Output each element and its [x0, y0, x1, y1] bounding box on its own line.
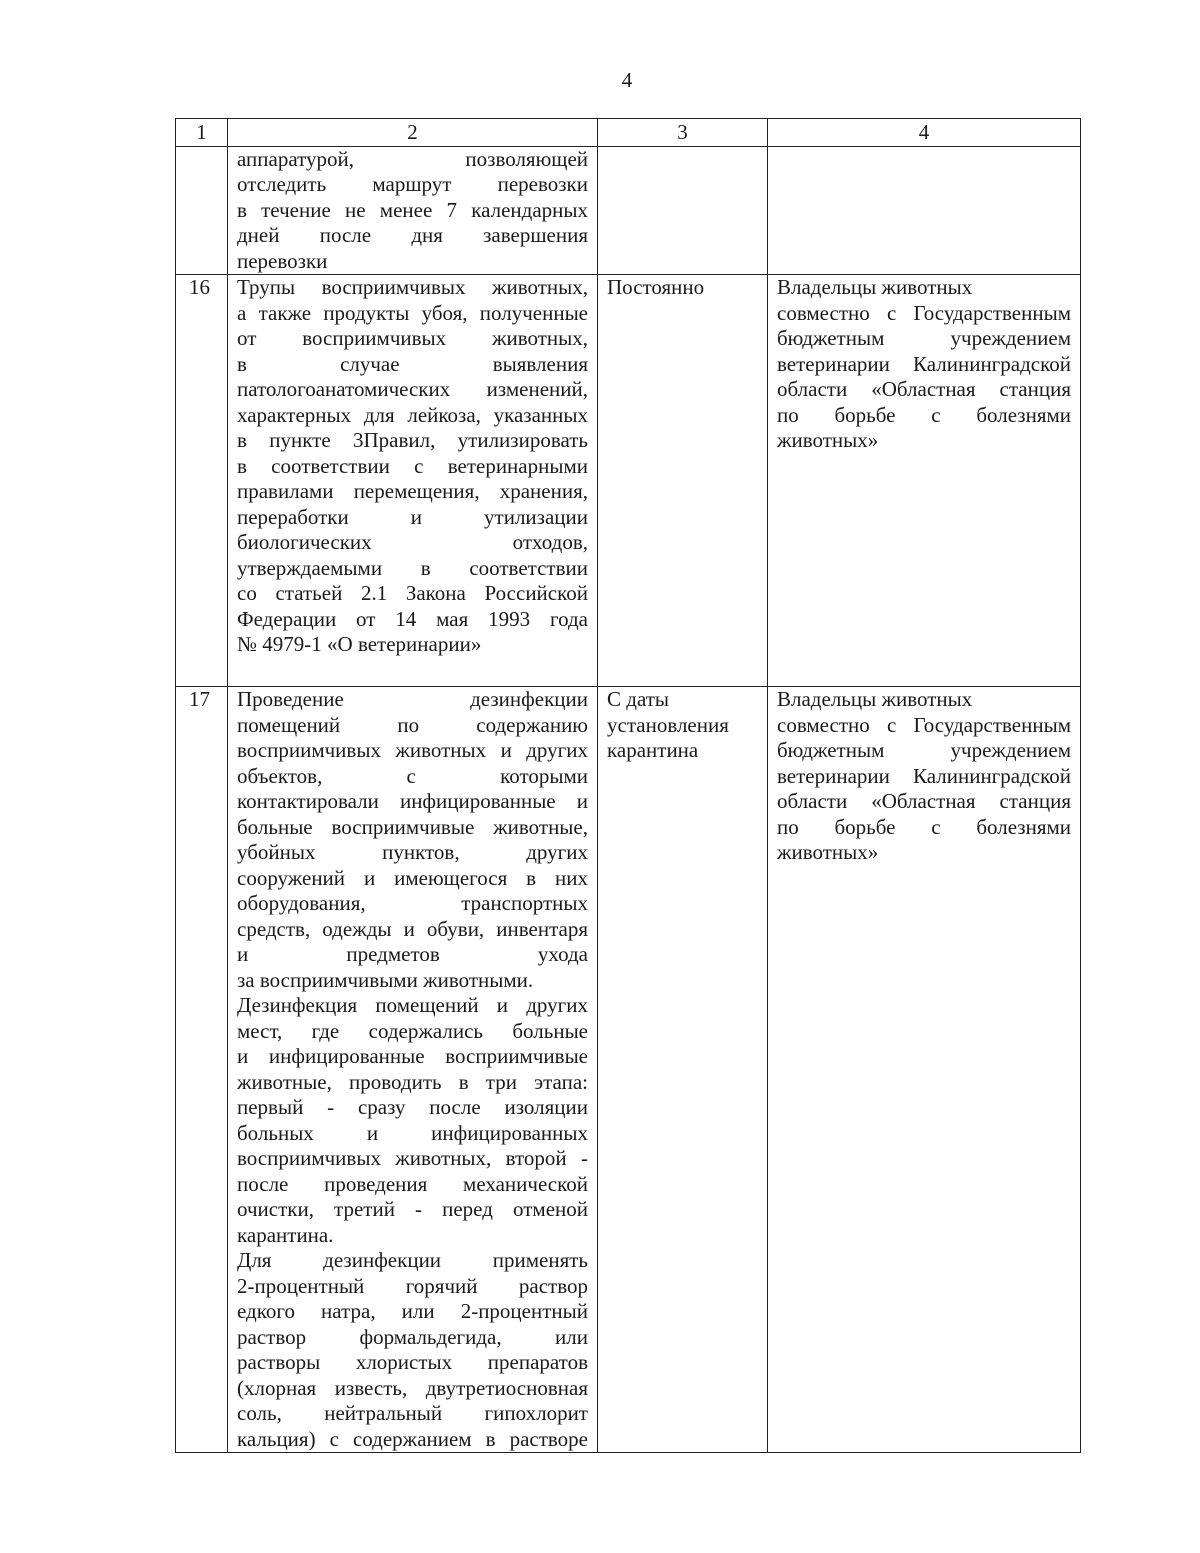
- measures-table: [175, 118, 1081, 1453]
- responsible-cell: [768, 275, 1081, 687]
- text-line: карантина: [607, 738, 699, 762]
- text-line: растворы хлористых препаратов: [237, 1350, 588, 1374]
- text-line: сооружений и имеющегося в них: [237, 865, 588, 890]
- term-cell: [598, 146, 768, 275]
- text-line: контактировали инфицированные и: [237, 789, 588, 813]
- text-line: восприимчивых животных и других: [237, 738, 588, 762]
- page-number: 4: [621, 68, 633, 92]
- header-col-2: 2: [228, 119, 598, 147]
- text-line: после проведения механической: [237, 1171, 588, 1196]
- text-line: Владельцы животных: [777, 275, 973, 299]
- text-line: карантина.: [237, 1222, 334, 1247]
- text-line: патологоанатомических изменений,: [237, 377, 588, 401]
- table-row: [176, 687, 1081, 1453]
- text-line: больных и инфицированных: [237, 1120, 588, 1145]
- text-line: оборудования, транспортных: [237, 891, 588, 915]
- text-line: № 4979-1 «О ветеринарии»: [237, 632, 482, 656]
- text-line: бюджетным учреждением: [777, 326, 1071, 350]
- text-line: области «Областная станция: [777, 789, 1071, 813]
- text-line: раствор формальдегида, или: [237, 1324, 588, 1349]
- measure-cell: [228, 146, 598, 275]
- text-line: дней после дня завершения: [237, 223, 588, 247]
- text-line: правилами перемещения, хранения,: [237, 479, 588, 503]
- text-line: С даты: [607, 687, 670, 711]
- text-line: утверждаемыми в соответствии: [237, 555, 588, 580]
- text-line: отследить маршрут перевозки: [237, 172, 588, 196]
- text-line: Владельцы животных: [777, 687, 973, 711]
- table-header-row: [176, 119, 1081, 147]
- text-line: Проведение дезинфекции: [237, 687, 588, 711]
- text-line: больные восприимчивые животные,: [237, 814, 588, 839]
- text-line: области «Областная станция: [777, 377, 1071, 401]
- text-line: за восприимчивыми животными.: [237, 967, 534, 992]
- text-line: аппаратурой, позволяющей: [237, 146, 588, 171]
- text-line: в пункте 3Правил, утилизировать: [237, 428, 588, 452]
- text-line: и инфицированные восприимчивые: [237, 1044, 588, 1068]
- text-line: а также продукты убоя, полученные: [237, 300, 588, 325]
- text-line: очистки, третий - перед отменой: [237, 1197, 588, 1221]
- text-line: совместно с Государственным: [777, 712, 1071, 737]
- text-line: со статьей 2.1 Закона Российской: [237, 581, 588, 605]
- text-line: средств, одежды и обуви, инвентаря: [237, 916, 588, 941]
- text-line: от восприимчивых животных,: [237, 326, 588, 350]
- row-number: 16: [176, 275, 228, 687]
- text-line: по борьбе с болезнями: [777, 814, 1071, 839]
- text-line: кальция) с содержанием в растворе: [237, 1426, 588, 1451]
- text-line: животных»: [777, 840, 879, 864]
- responsible-cell: [768, 687, 1081, 1453]
- text-line: первый - сразу после изоляции: [237, 1095, 588, 1119]
- text-line: Трупы восприимчивых животных,: [237, 275, 588, 299]
- table-row: [176, 146, 1081, 275]
- term-cell: [598, 687, 768, 1453]
- text-line: Для дезинфекции применять: [237, 1248, 588, 1272]
- text-line: переработки и утилизации: [237, 504, 588, 529]
- row-number: [176, 146, 228, 275]
- text-line: совместно с Государственным: [777, 300, 1071, 325]
- text-line: восприимчивых животных, второй -: [237, 1146, 588, 1170]
- text-line: в соответствии с ветеринарными: [237, 453, 588, 478]
- header-col-3: 3: [598, 119, 768, 147]
- text-line: (хлорная известь, двутретиосновная: [237, 1375, 588, 1400]
- text-line: ветеринарии Калининградской: [777, 763, 1071, 788]
- header-col-4: 4: [768, 119, 1081, 147]
- text-line: убойных пунктов, других: [237, 840, 588, 864]
- text-line: в течение не менее 7 календарных: [237, 197, 588, 222]
- header-col-1: 1: [176, 119, 228, 147]
- text-line: помещений по содержанию: [237, 712, 588, 737]
- text-line: животных»: [777, 428, 879, 452]
- measure-cell: [228, 687, 598, 1453]
- text-line: по борьбе с болезнями: [777, 402, 1071, 427]
- text-line: соль, нейтральный гипохлорит: [237, 1401, 588, 1425]
- text-line: перевозки: [237, 248, 328, 273]
- text-line: биологических отходов,: [237, 530, 588, 554]
- text-line: Федерации от 14 мая 1993 года: [237, 606, 588, 631]
- measure-cell: [228, 275, 598, 687]
- text-line: едкого натра, или 2-процентный: [237, 1299, 588, 1323]
- row-number: 17: [176, 687, 228, 1453]
- text-line: в случае выявления: [237, 351, 588, 376]
- text-line: объектов, с которыми: [237, 763, 588, 788]
- text-line: и предметов ухода: [237, 942, 588, 966]
- responsible-cell: [768, 146, 1081, 275]
- text-line: Дезинфекция помещений и других: [237, 993, 588, 1017]
- text-line: характерных для лейкоза, указанных: [237, 402, 588, 427]
- text-line: бюджетным учреждением: [777, 738, 1071, 762]
- text-line: установления: [607, 712, 729, 737]
- text-line: 2-процентный горячий раствор: [237, 1273, 588, 1298]
- table-row: [176, 275, 1081, 687]
- text-line: мест, где содержались больные: [237, 1018, 588, 1043]
- text-line: ветеринарии Калининградской: [777, 351, 1071, 376]
- text-line: животные, проводить в три этапа:: [237, 1069, 588, 1094]
- term-cell: Постоянно: [598, 275, 768, 687]
